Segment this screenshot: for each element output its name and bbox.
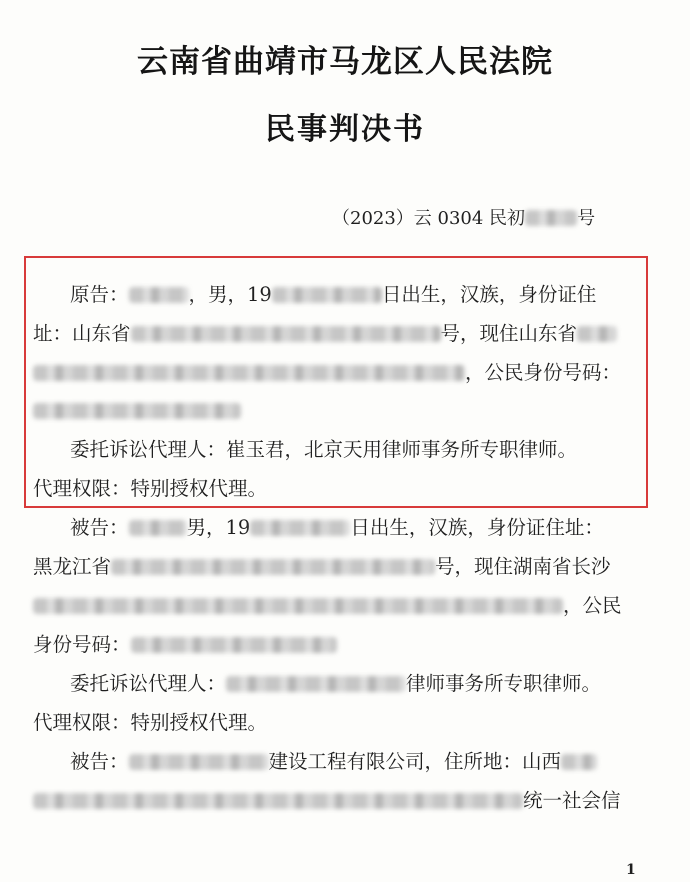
court-name: 云南省曲靖市马龙区人民法院	[137, 44, 553, 80]
defendant1-birth-text: 日出生，汉族，身份证住址：	[350, 516, 604, 539]
plaintiff-birth-text: 日出生，汉族，身份证住	[381, 283, 597, 306]
case-number	[332, 204, 595, 230]
redacted-address	[111, 559, 435, 575]
plaintiff-residence: 号，现住山东省	[440, 322, 578, 345]
plaintiff-gender: ，男，19	[188, 283, 272, 306]
plaintiff-id-label: ，公民身份号码：	[465, 361, 622, 384]
redacted-id-number	[131, 637, 337, 653]
defendant2-credit-code-label: 统一社会信	[523, 789, 621, 812]
plaintiff-line-1	[70, 283, 596, 307]
redacted-id-number	[33, 403, 241, 419]
defendant2-label: 被告：	[70, 750, 129, 773]
redacted-address	[561, 754, 597, 770]
redacted-name	[129, 287, 189, 303]
case-suffix: 号	[577, 208, 596, 229]
defendant1-id-label: 身份号码：	[33, 633, 131, 656]
defendant1-authority: 代理权限：特别授权代理。	[33, 711, 268, 734]
defendant1-agent-label: 委托诉讼代理人：	[70, 672, 227, 695]
redacted-address	[131, 326, 441, 342]
defendant1-address-label: 黑龙江省	[33, 555, 112, 578]
defendant1-line-4	[33, 633, 337, 657]
case-prefix: （2023）云 0304 民初	[332, 208, 526, 229]
plaintiff-label: 原告：	[70, 283, 129, 306]
defendant1-id-prefix: ，公民	[563, 594, 622, 617]
defendant2-address: 建设工程有限公司，住所地：山西	[268, 750, 562, 773]
plaintiff-line-3	[33, 361, 621, 385]
page-mark: 1	[626, 862, 636, 878]
redacted-company-name	[129, 754, 269, 770]
defendant2-line-2	[33, 789, 621, 813]
redacted-residence-2	[33, 365, 465, 381]
defendant1-agent	[70, 672, 601, 696]
defendant1-line-2	[33, 555, 611, 579]
redacted-residence	[577, 326, 617, 342]
defendant1-gender: 男，19	[186, 516, 251, 539]
redacted-address-2	[33, 793, 523, 809]
plaintiff-line-4	[33, 399, 241, 423]
redacted-birthdate	[272, 287, 382, 303]
plaintiff-authority: 代理权限：特别授权代理。	[33, 477, 268, 500]
defendant2-line-1	[70, 750, 597, 774]
redacted-name	[129, 520, 187, 536]
redacted-agent-name	[226, 676, 406, 692]
plaintiff-address-label: 址：山东省	[33, 322, 131, 345]
defendant1-line-1	[70, 516, 604, 540]
plaintiff-agent: 委托诉讼代理人：崔玉君，北京天用律师事务所专职律师。	[70, 438, 578, 461]
redacted-residence	[33, 598, 563, 614]
defendant1-label: 被告：	[70, 516, 129, 539]
redacted-case-number	[525, 210, 577, 226]
defendant1-residence: 号，现住湖南省长沙	[435, 555, 611, 578]
defendant1-line-3	[33, 594, 622, 618]
plaintiff-line-2	[33, 322, 617, 346]
document-type: 民事判决书	[265, 112, 425, 147]
defendant1-agent-firm: 律师事务所专职律师。	[406, 672, 602, 695]
redacted-birthdate	[250, 520, 350, 536]
